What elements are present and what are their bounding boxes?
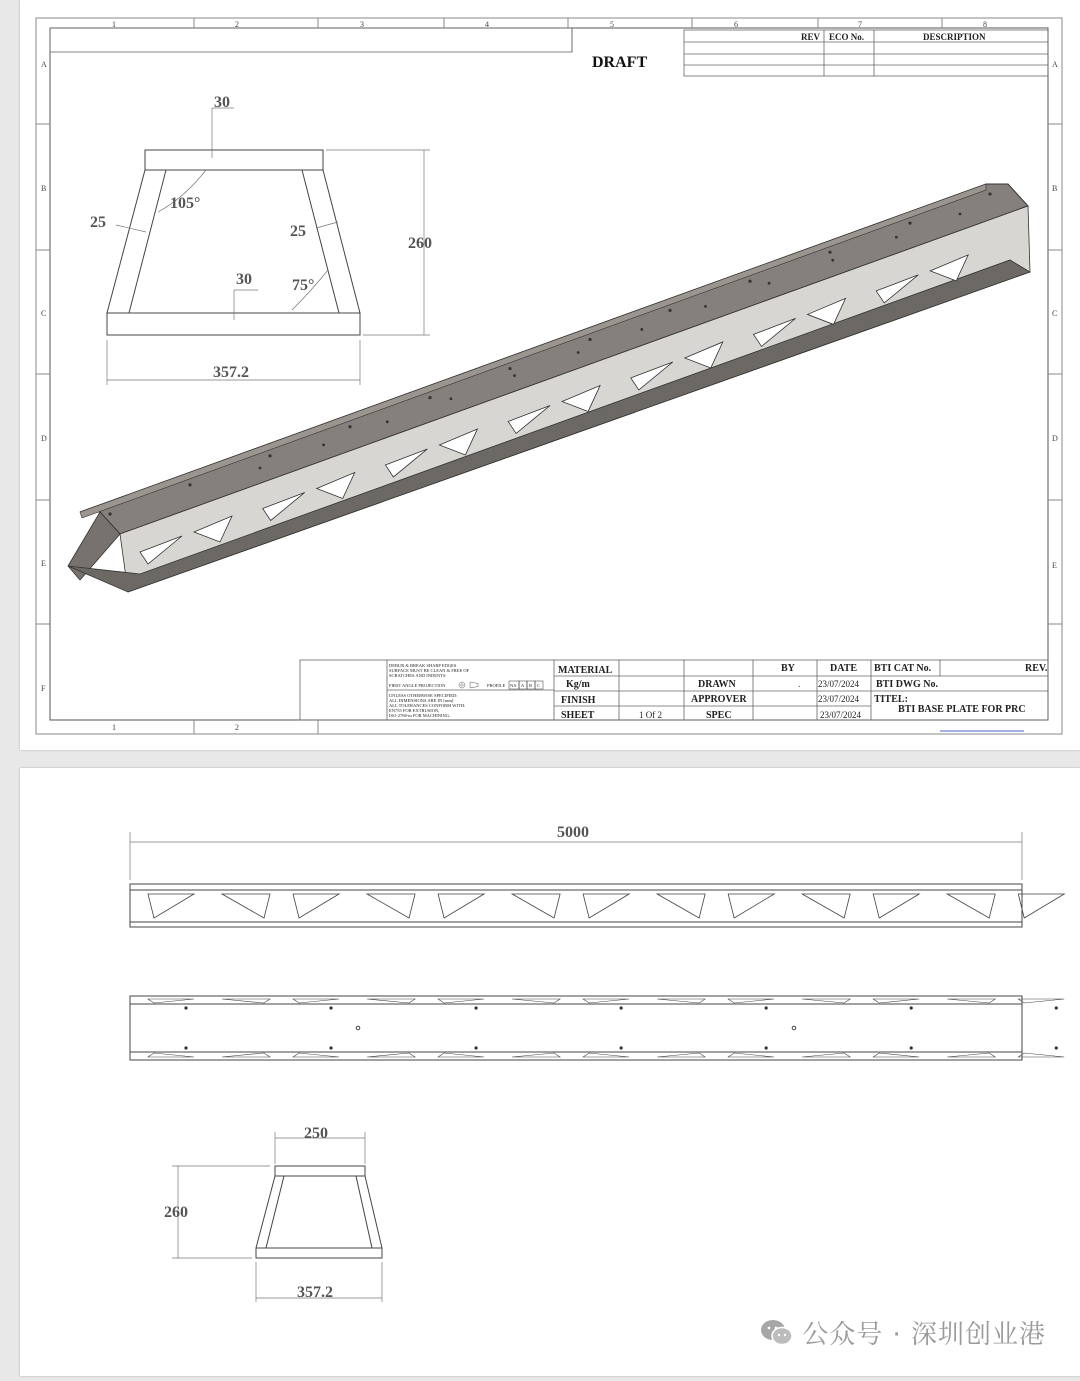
zone-row-label: E	[1052, 561, 1057, 570]
plan-hole	[1055, 1046, 1058, 1049]
wechat-icon	[760, 1318, 794, 1348]
note-line: EN755 FOR EXTRUSION,	[389, 708, 440, 713]
dim-length: 5000	[557, 824, 589, 841]
bolt-hole	[704, 305, 707, 308]
zone-row-label: F	[41, 684, 46, 693]
zone-row-label: C	[41, 309, 47, 318]
spec-label: SPEC	[706, 710, 732, 721]
note-line: ALL TOLERANCES CONFORM WITH:	[389, 703, 466, 708]
top-flange	[145, 150, 323, 170]
bolt-hole	[428, 396, 431, 399]
note-line: ISO-2768-m FOR MACHINING.	[389, 713, 451, 718]
zone-row-label: E	[41, 559, 46, 568]
plan-rib	[148, 1053, 194, 1057]
section-view	[107, 108, 430, 385]
plan-rib	[802, 999, 850, 1003]
elevation-opening	[293, 894, 339, 918]
plan-hole	[910, 1006, 913, 1009]
elevation-opening	[947, 894, 995, 918]
zone-col-label: 4	[485, 20, 489, 29]
zone-row-label: B	[1052, 184, 1058, 193]
watermark	[760, 1314, 1046, 1351]
bolt-hole	[450, 397, 453, 400]
plan-rib	[1018, 1053, 1064, 1057]
date-label: DATE	[830, 663, 858, 674]
elevation-opening	[438, 894, 484, 918]
dim-bottom-thickness: 30	[236, 271, 252, 288]
bolt-hole	[668, 309, 671, 312]
dim-left-wall: 25	[90, 214, 106, 231]
bolt-hole	[577, 351, 580, 354]
plan-rib	[438, 999, 484, 1003]
zone-col-label: 1	[112, 723, 116, 732]
end-section-view	[172, 1132, 382, 1302]
zone-row-label: B	[41, 184, 47, 193]
plan-rib	[947, 999, 995, 1003]
plan-rib	[222, 999, 270, 1003]
plan-rib	[148, 999, 194, 1003]
zone-col-label: 5	[610, 20, 614, 29]
bolt-hole	[348, 425, 351, 428]
dim-top-thickness: 30	[214, 94, 230, 111]
bolt-hole	[386, 420, 389, 423]
dim-top-angle: 105°	[170, 195, 201, 212]
zone-row-label: A	[1052, 60, 1058, 69]
watermark-text: 公众号 · 深圳创业港	[802, 1320, 1046, 1350]
dim-bottom-width: 357.2	[213, 364, 249, 381]
zone-col-label: 3	[360, 20, 364, 29]
plan-rib	[728, 999, 774, 1003]
elevation-opening	[728, 894, 774, 918]
note-line: PROFILE	[487, 683, 506, 688]
plan-rib	[222, 1053, 270, 1057]
material-label: MATERIAL	[558, 665, 613, 676]
bolt-hole	[768, 282, 771, 285]
description-header: DESCRIPTION	[923, 32, 986, 42]
bolt-hole	[959, 213, 962, 216]
plan-hole	[620, 1046, 623, 1049]
bolt-hole	[322, 444, 325, 447]
kgm-label: Kg/m	[566, 679, 590, 690]
drawing-sheet-1	[20, 0, 1080, 750]
dim-bottom-angle: 75°	[292, 277, 315, 294]
plan-rib	[367, 1053, 415, 1057]
plan-hole	[474, 1046, 477, 1049]
title-label: TITEL:	[874, 694, 908, 705]
bolt-hole	[895, 236, 898, 239]
plan-hole	[184, 1006, 187, 1009]
elevation-opening	[148, 894, 194, 918]
approver-label: APPROVER	[691, 694, 747, 705]
plan-rib	[293, 1053, 339, 1057]
bolt-hole	[513, 374, 516, 377]
zone-row-label: D	[1052, 434, 1058, 443]
title-value: BTI BASE PLATE FOR PRC	[898, 704, 1026, 715]
bolt-hole	[508, 367, 511, 370]
drawn-label: DRAWN	[698, 679, 736, 690]
by-label: BY	[781, 663, 795, 674]
plan-view	[130, 996, 1064, 1060]
zone-col-label: 2	[235, 20, 239, 29]
sheet-label: SHEET	[561, 710, 595, 721]
dim-section-height: 260	[164, 1204, 188, 1221]
plan-hole	[765, 1006, 768, 1009]
finish-label: FINISH	[561, 695, 596, 706]
elevation-opening	[1018, 894, 1064, 918]
zone-row-label: D	[41, 434, 47, 443]
drawn-date: 23/07/2024	[818, 679, 860, 689]
zone-col-label: 2	[235, 723, 239, 732]
rev-label: REV.	[1025, 663, 1048, 674]
dim-right-wall: 25	[290, 223, 306, 240]
spec-date: 23/07/2024	[820, 710, 862, 720]
front-elevation-view	[130, 884, 1064, 927]
elevation-opening	[512, 894, 560, 918]
plan-rib	[802, 1053, 850, 1057]
bolt-hole	[748, 280, 751, 283]
bolt-hole	[188, 483, 191, 486]
plan-hole	[329, 1046, 332, 1049]
plan-hole	[474, 1006, 477, 1009]
profile-code: C	[537, 683, 541, 688]
bolt-hole	[108, 512, 111, 515]
plan-rib	[293, 999, 339, 1003]
profile-code: A	[521, 683, 525, 688]
bolt-hole	[588, 338, 591, 341]
revision-table	[50, 28, 1048, 76]
plan-rib	[657, 1053, 705, 1057]
sheet-value: 1 Of 2	[639, 710, 662, 720]
elevation-opening	[583, 894, 629, 918]
bolt-hole	[268, 454, 271, 457]
approver-date: 23/07/2024	[818, 694, 860, 704]
elevation-opening	[802, 894, 850, 918]
sheet-2-drawing	[20, 768, 1080, 1376]
sheet-1-drawing	[20, 0, 1080, 750]
plan-rib	[873, 999, 919, 1003]
cat-no-label: BTI CAT No.	[874, 663, 932, 674]
plan-hole	[1055, 1006, 1058, 1009]
title-block-notes	[389, 663, 543, 718]
plan-rib	[512, 1053, 560, 1057]
bolt-hole	[259, 467, 262, 470]
zone-col-label: 1	[112, 20, 116, 29]
plan-rib	[438, 1053, 484, 1057]
dim-section-bottom-width: 357.2	[297, 1284, 333, 1301]
bolt-hole	[908, 221, 911, 224]
drawn-by: .	[798, 679, 801, 689]
note-line: SCRATCHES AND INDENTS.	[389, 673, 447, 678]
zone-col-label: 6	[734, 20, 738, 29]
plan-rib	[583, 999, 629, 1003]
elevation-opening	[657, 894, 705, 918]
elevation-opening	[367, 894, 415, 918]
plan-rib	[1018, 999, 1064, 1003]
dwg-no-label: BTI DWG No.	[876, 679, 938, 690]
elevation-opening	[222, 894, 270, 918]
plan-rib	[873, 1053, 919, 1057]
isometric-truss-view	[68, 184, 1030, 592]
elevation-opening	[873, 894, 919, 918]
plan-rib	[367, 999, 415, 1003]
plan-hole	[910, 1046, 913, 1049]
left-wall	[107, 170, 166, 313]
note-line: FIRST ANGLE PROJECTION	[389, 683, 446, 688]
bolt-hole	[640, 328, 643, 331]
note-line: ALL DIMENSIONS ARE IN [mm]	[389, 698, 454, 703]
plan-rib	[728, 1053, 774, 1057]
plan-hole	[620, 1006, 623, 1009]
eco-header: ECO No.	[829, 32, 865, 42]
plan-hole	[329, 1006, 332, 1009]
zone-row-label: C	[1052, 309, 1058, 318]
plan-hole	[765, 1046, 768, 1049]
dim-top-width: 250	[304, 1125, 328, 1142]
plan-rib	[947, 1053, 995, 1057]
dim-height: 260	[408, 235, 432, 252]
profile-code: B	[529, 683, 533, 688]
plan-hole	[184, 1046, 187, 1049]
zone-col-label: 7	[858, 20, 862, 29]
note-line: SURFACE MUST BE CLEAN & FREE OF	[389, 668, 470, 673]
drawing-sheet-2	[20, 768, 1080, 1376]
plan-rib	[657, 999, 705, 1003]
note-line: UNLESS OTHERWISE SPECIFIED:	[389, 693, 458, 698]
plan-rib	[512, 999, 560, 1003]
zone-row-label: A	[41, 60, 47, 69]
profile-code: NA	[510, 683, 517, 688]
bottom-flange	[107, 313, 360, 335]
note-line: DEBUR & BREAK SHARP EDGES	[389, 663, 457, 668]
projection-symbol-icon	[459, 682, 478, 688]
plan-rib	[583, 1053, 629, 1057]
rev-header: REV	[801, 32, 821, 42]
zone-col-label: 8	[983, 20, 987, 29]
bolt-hole	[831, 259, 834, 262]
bolt-hole	[828, 251, 831, 254]
draft-label: DRAFT	[592, 54, 648, 71]
bolt-hole	[988, 192, 991, 195]
